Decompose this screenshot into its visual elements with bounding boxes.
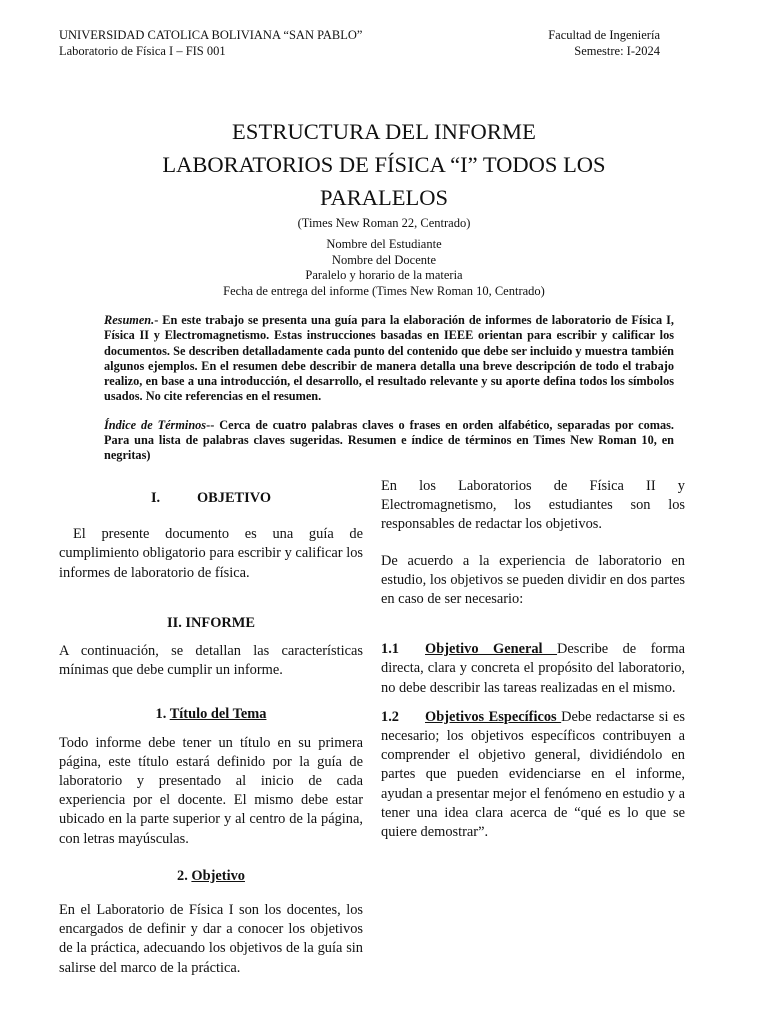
author-block xyxy=(0,237,768,299)
item-label: Objetivo General xyxy=(425,641,558,658)
header-left xyxy=(59,27,362,59)
left-column xyxy=(59,483,363,978)
subsection-title: Objetivo xyxy=(191,867,245,884)
subsection-number: 2. xyxy=(177,867,192,884)
section-title: OBJETIVO xyxy=(196,490,272,506)
item-text: Debe redactarse si es necesario; los objetivos específicos contribuyen a comprender el objetivo general, dividiéndolo en partes que pueden evidenciarse en el informe, ayudan a presentar mejor el fenómeno en estudio y a tener una idea clara acerca de “qué es lo que se quiere demostrar”. xyxy=(381,708,685,841)
section-heading-informe: II. INFORME xyxy=(167,614,255,631)
teacher-name: Nombre del Docente xyxy=(331,252,437,267)
university-name: UNIVERSIDAD CATOLICA BOLIVIANA “SAN PABLO” xyxy=(59,28,363,42)
title-line-2: LABORATORIOS DE FÍSICA “I” TODOS LOS xyxy=(162,152,606,177)
informe-paragraph: A continuación, se detallan las características mínimas que debe cumplir un informe. xyxy=(59,643,363,679)
item-label: Objetivos Específicos xyxy=(425,708,562,725)
item-number: 1.2 xyxy=(381,708,399,725)
subsection-heading-objetivo xyxy=(59,867,363,886)
objetivo-general-item xyxy=(381,640,685,698)
title-line-1: ESTRUCTURA DEL INFORME xyxy=(232,119,536,144)
faculty-name: Facultad de Ingeniería xyxy=(548,28,660,42)
titulo-paragraph: Todo informe debe tener un título en su primera página, este título estará definido por la guía de laboratorio y presentado al inicio de cada experiencia por el docente. El mismo debe estar ubicado en la parte superior y al centro de la página, con letras mayúsculas. xyxy=(59,734,363,847)
title-format-note: (Times New Roman 22, Centrado) xyxy=(297,216,471,230)
item-number: 1.1 xyxy=(381,641,399,658)
subsection-number: 1. xyxy=(155,706,170,723)
item-text: Describe de forma directa, clara y concreta el propósito del laboratorio, no debe describir las tareas realizadas en el mismo. xyxy=(381,641,685,696)
abstract xyxy=(104,313,674,464)
objetivos-especificos-item xyxy=(381,708,685,842)
delivery-date: Fecha de entrega del informe (Times New Roman 10, Centrado) xyxy=(223,283,545,298)
student-name: Nombre del Estudiante xyxy=(326,237,442,251)
section-number: I. xyxy=(150,490,161,506)
right-paragraph-2: De acuerdo a la experiencia de laboratorio en estudio, los objetivos se pueden dividir en dos partes en caso de ser necesario: xyxy=(381,552,685,608)
right-paragraph-1: En los Laboratorios de Física II y Electromagnetismo, los estudiantes son los responsables de redactar los objetivos. xyxy=(381,478,685,533)
index-terms-label: Índice de Términos xyxy=(104,417,207,432)
section-schedule: Paralelo y horario de la materia xyxy=(305,268,463,282)
subsection-title: Título del Tema xyxy=(169,706,267,723)
section-heading-objetivo xyxy=(59,489,363,508)
objetivo-lab-paragraph: En el Laboratorio de Física I son los docentes, los encargados de definir y dar a conocer los objetivos de la práctica, adecuando los objetivos de la guía sin salirse del marco de la práctica. xyxy=(59,902,363,976)
course-name: Laboratorio de Física I – FIS 001 xyxy=(59,44,226,58)
semester: Semestre: I-2024 xyxy=(574,44,660,58)
subsection-heading-titulo xyxy=(59,705,363,724)
document-title xyxy=(0,115,768,214)
header-right xyxy=(548,27,660,59)
right-column xyxy=(381,477,685,842)
abstract-paragraph xyxy=(104,313,674,405)
objetivo-paragraph: El presente documento es una guía de cumplimiento obligatorio para escribir y calificar los informes de laboratorio de física. xyxy=(59,526,363,581)
abstract-text: - En este trabajo se presenta una guía para la elaboración de informes de laboratorio de Física I, Física II y Electromagnetismo. Estas instrucciones basadas en IEEE orientan para escribir y calificar los documentos. Se describen detalladamente cada punto del contenido que debe ser incluido y muestra también algunos ejemplos. En el resumen debe describir de manera detalla una breve descripción de todo el trabajo realizo, en base a una introducción, el desarrollo, el resultado relevante y su aporte defina todos los símbolos usados. No cite referencias en el resumen. xyxy=(104,313,674,404)
index-terms-paragraph xyxy=(104,418,674,464)
title-line-3: PARALELOS xyxy=(320,185,448,210)
abstract-label: Resumen. xyxy=(104,313,155,327)
index-terms-text: -- Cerca de cuatro palabras claves o frases en orden alfabético, separadas por comas. Para una lista de palabras claves sugeridas. Resumen e índice de términos en Times New Roman 10, en negritas) xyxy=(104,417,674,463)
